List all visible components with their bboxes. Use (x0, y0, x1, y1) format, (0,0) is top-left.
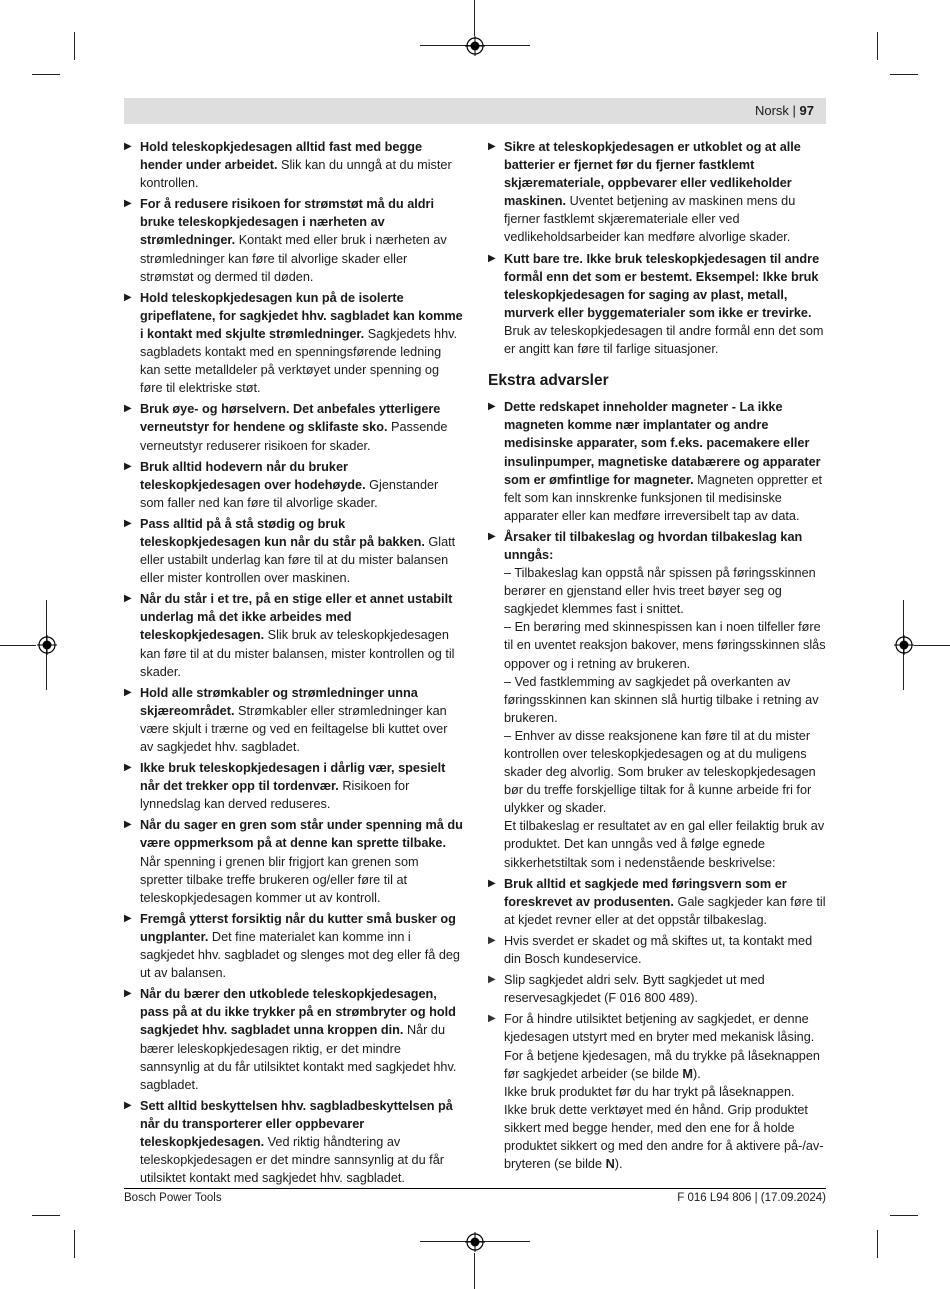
page-header (755, 103, 814, 118)
kickback-line: Et tilbakeslag er resultatet av en gal eller feilaktig bruk av produktet. Det kan unngås ved å følge egnede sikkerhetstiltak som i nedenstående beskrivelse: (504, 819, 825, 870)
item-bold: Hold alle strømkabler og strømledninger unna skjæreområdet. (140, 685, 418, 718)
crop-mark (32, 74, 60, 75)
page-number: 97 (799, 103, 814, 118)
item-bold: Bruk alltid hodevern når du bruker teleskopkjedesagen over hodehøyde. (140, 459, 366, 492)
list-item (124, 816, 464, 906)
bullet-triangle-icon: ▶ (488, 877, 496, 889)
item-text: Risikoen for lynnedslag kan derved reduseres. (140, 779, 410, 812)
section-heading: Ekstra advarsler (488, 372, 609, 390)
figure-ref: M (682, 1066, 693, 1081)
crop-mark (474, 0, 475, 36)
registration-mark-icon (37, 635, 57, 655)
bullet-triangle-icon: ▶ (124, 819, 132, 831)
item-bold: Kutt bare tre. Ikke bruk teleskopkjedesagen til andre formål enn det som er bestemt. Eksempel: Ikke bruk teleskopkjedesagen for saging av plast, metall, murverk eller byggematerialer som ikke er trevirke. (504, 251, 820, 320)
list-item (124, 910, 464, 982)
crop-mark (0, 645, 36, 646)
kickback-line: – En berøring med skinnespissen kan i noen tilfeller føre til en uventet reaksjon bakover, mens føringsskinnen slås oppover og i retning av brukeren. (504, 620, 826, 671)
bullet-triangle-icon: ▶ (124, 517, 132, 529)
item-bold: For å redusere risikoen for strømstøt må du aldri bruke teleskopkjedesagen i nærheten av strømledninger. (140, 197, 434, 248)
list-item (488, 932, 828, 968)
item-bold: Sikre at teleskopkjedesagen er utkoblet og at alle batterier er fjernet før du fjerner fastklemt skjæremateriale, oppbevarer eller vedlikeholder maskinen. (504, 140, 801, 209)
list-item (124, 515, 464, 587)
crop-mark (32, 1215, 60, 1216)
item-bold: Bruk øye- og hørselvern. Det anbefales ytterligere verneutstyr for hendene og sklifaste sko. (140, 402, 441, 435)
item-text: Det fine materialet kan komme inn i sagkjedet hhv. sagbladet og slenges mot deg eller få deg ut av balansen. (140, 929, 460, 981)
item-text: Magneten oppretter et felt som kan innskrenke funksjonen til medisinske apparater eller kan medføre irreversibelt tap av data. (504, 472, 823, 523)
bullet-triangle-icon: ▶ (488, 252, 496, 264)
item-bold: Sett alltid beskyttelsen hhv. sagbladbeskyttelsen på når du transporterer eller oppbevarer teleskopkjedesagen. (140, 1098, 453, 1149)
item-bold: Bruk alltid et sagkjede med føringsvern som er foreskrevet av produsenten. (504, 876, 787, 909)
lock-paragraph: Ikke bruk produktet før du har trykt på låseknappen. (504, 1084, 795, 1099)
crop-mark (877, 32, 878, 60)
item-bold: Dette redskapet inneholder magneter - La ikke magneten komme nær implantater og andre medisinske apparater, som f.eks. pacemakere eller insulinpumper, magnetiske databærere og apparater som er ømfintlige for magneter. (504, 400, 821, 487)
list-item (488, 875, 828, 929)
item-text: For å hindre utilsiktet betjening av sagkjedet, er denne kjedesagen utstyrt med en bryter med mekanisk låsing. For å betjene kjedesagen, må du trykke på låseknappen før sagkjedet arbeider (se bilde (504, 1012, 820, 1081)
left-column (124, 138, 464, 1190)
item-bold: Ikke bruk teleskopkjedesagen i dårlig vær, spesielt når det trekker opp til tordenvær. (140, 761, 446, 794)
list-item (124, 590, 464, 680)
kickback-line: – Enhver av disse reaksjonene kan føre til at du mister kontrollen over teleskopkjedesagen og at du muligens skader deg alvorlig. Som bruker av teleskopkjedesagen bør du treffe forskjellige tiltak for å kunne arbeide fri for ulykker og skader. (504, 728, 816, 816)
crop-mark (914, 645, 950, 646)
list-item (124, 458, 464, 512)
item-bold: Når du bærer den utkoblede teleskopkjedesagen, pass på at du ikke trykker på en strømbryter og hold sagkjedet hhv. sagbladet unna kroppen din. (140, 987, 456, 1038)
item-bold: Når du sager en gren som står under spenning må du være oppmerksom på at denne kan sprette tilbake. (140, 818, 463, 851)
list-item (124, 684, 464, 756)
figure-ref: N (605, 1157, 615, 1172)
item-text: Gale sagkjeder kan føre til at kjedet revner eller at det oppstår tilbakeslag. (504, 894, 826, 927)
item-text: ). (693, 1066, 701, 1081)
list-item (488, 528, 828, 872)
item-text: Uventet betjening av maskinen mens du fjerner fastklemt skjæremateriale eller ved vedlikeholdsarbeider kan medføre alvorlige skader. (504, 194, 796, 245)
lock-paragraph (504, 1101, 828, 1173)
bullet-triangle-icon: ▶ (124, 912, 132, 924)
bullet-triangle-icon: ▶ (488, 1013, 496, 1025)
list-item (124, 289, 464, 398)
item-text: Sagkjedets hhv. sagbladets kontakt med en spenningsførende ledning kan sette metalldeler på verktøyet under spenning og føre til elektriske støt. (140, 326, 458, 396)
item-text: ). (614, 1157, 623, 1172)
list-item (488, 971, 828, 1007)
bullet-triangle-icon: ▶ (488, 401, 496, 413)
item-bold: Når du står i et tre, på en stige eller et annet ustabilt underlag må det ikke arbeides med teleskopkjedesagen. (140, 592, 453, 643)
list-item (124, 985, 464, 1094)
item-text: Strømkabler eller strømledninger kan være skjult i trærne og ved en feiltagelse bli kuttet over av sagkjedet hhv. sagbladet. (140, 703, 448, 754)
list-item (124, 138, 464, 192)
registration-mark-icon (465, 36, 485, 56)
list-item (488, 398, 828, 525)
item-text: Kontakt med eller bruk i nærheten av strømledninger kan føre til alvorlige skader eller strømstøt og dermed til døden. (140, 233, 447, 284)
list-item (124, 400, 464, 454)
bullet-triangle-icon: ▶ (124, 988, 132, 1000)
item-text: Når spenning i grenen blir frigjort kan grenen som spretter tilbake treffe brukeren og/eller føre til at teleskopkjedesagen kommer ut av kontroll. (140, 854, 419, 905)
footer-rule (124, 1188, 826, 1189)
item-text: Slik kan du unngå at du mister kontrollen. (140, 158, 452, 191)
item-text: Slip sagkjedet aldri selv. Bytt sagkjedet ut med reservesagkjedet (F 016 800 489). (504, 973, 765, 1006)
kickback-line: – Ved fastklemming av sagkjedet på overkanten av føringsskinnen kan skinnen slå hurtig tilbake i retning av brukeren. (504, 674, 819, 725)
bullet-triangle-icon: ▶ (488, 141, 496, 152)
list-item (124, 195, 464, 285)
item-bold: Pass alltid på å stå stødig og bruk teleskopkjedesagen kun når du står på bakken. (140, 516, 425, 549)
crop-mark (474, 1253, 475, 1289)
item-text: Passende verneutstyr reduserer risikoen for skader. (140, 420, 448, 453)
list-item (488, 138, 828, 247)
footer-docid: F 016 L94 806 | (17.09.2024) (677, 1192, 826, 1204)
header-separator: | (792, 103, 800, 118)
item-text: Gjenstander som faller ned kan føre til alvorlige skader. (140, 477, 439, 510)
item-text: Hvis sverdet er skadet og må skiftes ut, ta kontakt med din Bosch kundeservice. (504, 933, 813, 967)
bullet-triangle-icon: ▶ (488, 974, 496, 986)
crop-mark (74, 1230, 75, 1258)
bullet-triangle-icon: ▶ (124, 198, 132, 210)
crop-mark (890, 1215, 918, 1216)
item-text: Ikke bruk dette verktøyet med én hånd. Grip produktet sikkert med begge hender, med den ene for å holde produktet sikkert og med den andre for å aktivere på-/av-bryteren (se bilde (504, 1102, 824, 1172)
lock-paragraph (504, 1010, 828, 1082)
item-text: Når du bærer leleskopkjedesagen riktig, er det mindre sannsynlig at du får utilsiktet kontakt med sagkjedet hhv. sagbladet. (140, 1023, 457, 1092)
bullet-triangle-icon: ▶ (124, 1099, 132, 1111)
list-item (488, 1010, 828, 1173)
item-text: Ved riktig håndtering av teleskopkjedesagen er det mindre sannsynlig at du får utilsiktet kontakt med sagkjedet hhv. sagbladet. (140, 1134, 444, 1186)
registration-mark-icon (894, 635, 914, 655)
registration-mark-icon (465, 1232, 485, 1252)
header-language: Norsk (754, 103, 789, 118)
footer-brand: Bosch Power Tools (124, 1192, 222, 1204)
kickback-line: – Tilbakeslag kan oppstå når spissen på føringsskinnen berører en gjenstand eller hvis treet bøyer seg og sagkjedet klemmes fast i snittet. (504, 566, 816, 617)
bullet-triangle-icon: ▶ (124, 762, 132, 774)
crop-mark (74, 32, 75, 60)
item-text: Glatt eller ustabilt underlag kan føre til at du mister balansen eller mister kontrollen over maskinen. (140, 534, 456, 586)
bullet-triangle-icon: ▶ (488, 934, 496, 946)
list-item (124, 759, 464, 813)
item-text: Bruk av teleskopkjedesagen til andre formål enn det som er angitt kan føre til farlige situasjoner. (504, 323, 824, 357)
item-bold: Hold teleskopkjedesagen alltid fast med begge hender under arbeidet. (140, 140, 423, 173)
item-bold: Årsaker til tilbakeslag og hvordan tilbakeslag kan unngås: (504, 529, 803, 562)
item-bold: Fremgå ytterst forsiktig når du kutter små busker og ungplanter. (140, 911, 456, 944)
item-text: Slik bruk av teleskopkjedesagen kan føre til at du mister balansen, mister kontrollen og til skader. (140, 628, 455, 679)
bullet-triangle-icon: ▶ (124, 141, 132, 152)
bullet-triangle-icon: ▶ (124, 460, 132, 472)
crop-mark (877, 1230, 878, 1258)
crop-mark (890, 74, 918, 75)
bullet-triangle-icon: ▶ (124, 403, 132, 415)
bullet-triangle-icon: ▶ (488, 530, 496, 542)
list-item (488, 250, 828, 359)
header-band (124, 98, 826, 124)
item-bold: Hold teleskopkjedesagen kun på de isolerte gripeflatene, for sagkjedet hhv. sagbladet kan komme i kontakt med skjulte strømledninger. (140, 290, 463, 341)
bullet-triangle-icon: ▶ (124, 593, 132, 605)
list-item (124, 1097, 464, 1187)
bullet-triangle-icon: ▶ (124, 686, 132, 698)
bullet-triangle-icon: ▶ (124, 291, 132, 303)
right-column (488, 138, 828, 1176)
